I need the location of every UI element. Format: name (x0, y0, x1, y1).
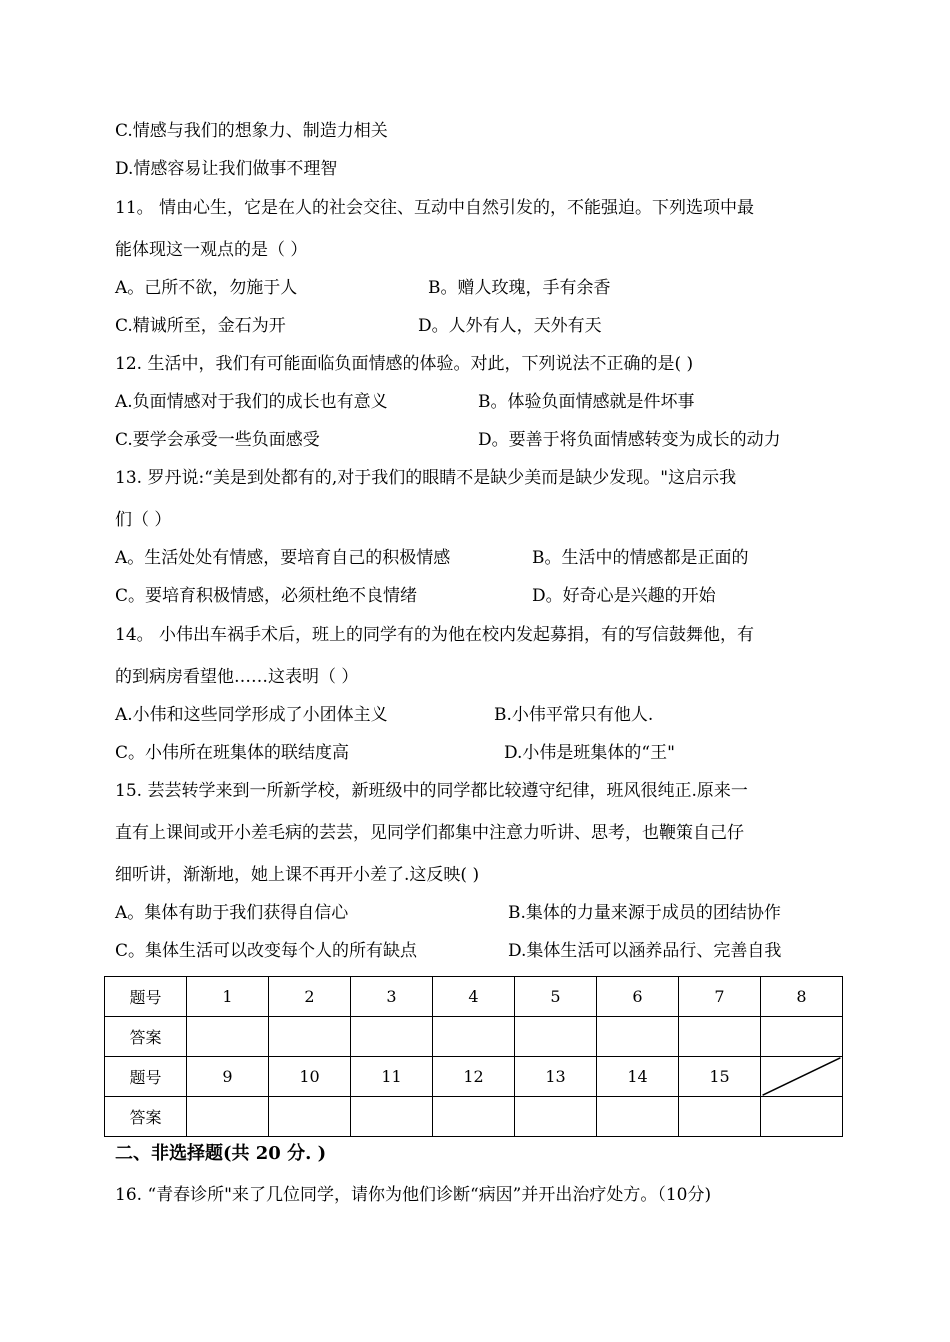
q15-stem-line2: 直有上课间或开小差毛病的芸芸，见同学们都集中注意力听讲、思考，也鞭策自己仔 (115, 823, 744, 843)
question-number-cell: 14 (597, 1057, 679, 1097)
answer-cell[interactable] (187, 1017, 269, 1057)
label-question-number: 题号 (105, 977, 187, 1017)
answer-cell[interactable] (597, 1017, 679, 1057)
question-number-cell: 15 (679, 1057, 761, 1097)
question-number-cell: 9 (187, 1057, 269, 1097)
question-number-cell: 7 (679, 977, 761, 1017)
q14-option-c: C。小伟所在班集体的联结度高 (115, 743, 350, 763)
q12-option-a: A.负面情感对于我们的成长也有意义 (115, 392, 388, 412)
q15-option-a: A。集体有助于我们获得自信心 (115, 903, 349, 923)
table-row (105, 1017, 843, 1057)
answer-cell[interactable] (761, 1097, 843, 1137)
q13-stem-line1: 13. 罗丹说:“美是到处都有的,对于我们的眼睛不是缺少美而是缺少发现。"这启示我 (115, 468, 737, 488)
q10-option-d: D.情感容易让我们做事不理智 (115, 159, 338, 179)
question-number-cell: 10 (269, 1057, 351, 1097)
answer-table (104, 976, 843, 1137)
q12-option-c: C.要学会承受一些负面感受 (115, 430, 320, 450)
q16-stem: 16. “青春诊所"来了几位同学，请你为他们诊断“病因”并开出治疗处方。（10分) (115, 1185, 712, 1205)
q11-option-c: C.精诚所至，金石为开 (115, 316, 286, 336)
question-number-cell: 2 (269, 977, 351, 1017)
question-number-cell: 4 (433, 977, 515, 1017)
answer-cell[interactable] (597, 1097, 679, 1137)
q15-option-b: B.集体的力量来源于成员的团结协作 (508, 903, 781, 923)
q11-option-b: B。赠人玫瑰，手有余香 (428, 278, 611, 298)
table-row (105, 977, 843, 1017)
q13-stem-line2: 们（ ） (115, 510, 172, 530)
question-number-cell: 8 (761, 977, 843, 1017)
q15-option-d: D.集体生活可以涵养品行、完善自我 (508, 941, 782, 961)
answer-cell[interactable] (433, 1097, 515, 1137)
question-number-cell: 6 (597, 977, 679, 1017)
q11-option-a: A。己所不欲，勿施于人 (115, 278, 298, 298)
q14-stem-line1: 14。 小伟出车祸手术后，班上的同学有的为他在校内发起募捐，有的写信鼓舞他，有 (115, 625, 755, 645)
answer-cell[interactable] (679, 1097, 761, 1137)
q14-option-a: A.小伟和这些同学形成了小团体主义 (115, 705, 388, 725)
answer-cell[interactable] (515, 1017, 597, 1057)
q10-option-c: C.情感与我们的想象力、制造力相关 (115, 121, 388, 141)
question-number-cell: 13 (515, 1057, 597, 1097)
q12-option-d: D。要善于将负面情感转变为成长的动力 (478, 430, 781, 450)
q14-option-b: B.小伟平常只有他人. (494, 705, 654, 725)
label-question-number: 题号 (105, 1057, 187, 1097)
q12-stem: 12. 生活中，我们有可能面临负面情感的体验。对此，下列说法不正确的是( ) (115, 354, 694, 374)
answer-cell[interactable] (515, 1097, 597, 1137)
answer-cell[interactable] (351, 1097, 433, 1137)
diagonal-line (761, 1057, 842, 1096)
q11-option-d: D。人外有人，天外有天 (418, 316, 602, 336)
question-number-cell: 5 (515, 977, 597, 1017)
q12-option-b: B。体验负面情感就是件坏事 (478, 392, 695, 412)
section-heading-non-choice: 二、非选择题(共 20 分. ) (115, 1143, 327, 1164)
answer-cell[interactable] (351, 1017, 433, 1057)
q15-option-c: C。集体生活可以改变每个人的所有缺点 (115, 941, 418, 961)
q13-option-c: C。要培育积极情感，必须杜绝不良情绪 (115, 586, 418, 606)
q13-option-a: A。生活处处有情感，要培育自己的积极情感 (115, 548, 451, 568)
q15-stem-line3: 细听讲，渐渐地，她上课不再开小差了.这反映( ) (115, 865, 480, 885)
question-number-cell: 3 (351, 977, 433, 1017)
diagonal-empty-cell (761, 1057, 843, 1097)
question-number-cell: 1 (187, 977, 269, 1017)
answer-cell[interactable] (187, 1097, 269, 1137)
q13-option-d: D。好奇心是兴趣的开始 (532, 586, 716, 606)
answer-cell[interactable] (269, 1017, 351, 1057)
table-row (105, 1097, 843, 1137)
q13-option-b: B。生活中的情感都是正面的 (532, 548, 749, 568)
q15-stem-line1: 15. 芸芸转学来到一所新学校，新班级中的同学都比较遵守纪律，班风很纯正.原来一 (115, 781, 748, 801)
table-row (105, 1057, 843, 1097)
q11-stem-line1: 11。 情由心生，它是在人的社会交往、互动中自然引发的，不能强迫。下列选项中最 (115, 198, 755, 218)
label-answer: 答案 (105, 1017, 187, 1057)
answer-cell[interactable] (269, 1097, 351, 1137)
question-number-cell: 12 (433, 1057, 515, 1097)
q14-option-d: D.小伟是班集体的“王" (504, 743, 675, 763)
answer-cell[interactable] (679, 1017, 761, 1057)
label-answer: 答案 (105, 1097, 187, 1137)
answer-cell[interactable] (433, 1017, 515, 1057)
question-number-cell: 11 (351, 1057, 433, 1097)
answer-cell[interactable] (761, 1017, 843, 1057)
q11-stem-line2: 能体现这一观点的是（ ） (115, 240, 308, 260)
q14-stem-line2: 的到病房看望他……这表明（ ） (115, 667, 359, 687)
